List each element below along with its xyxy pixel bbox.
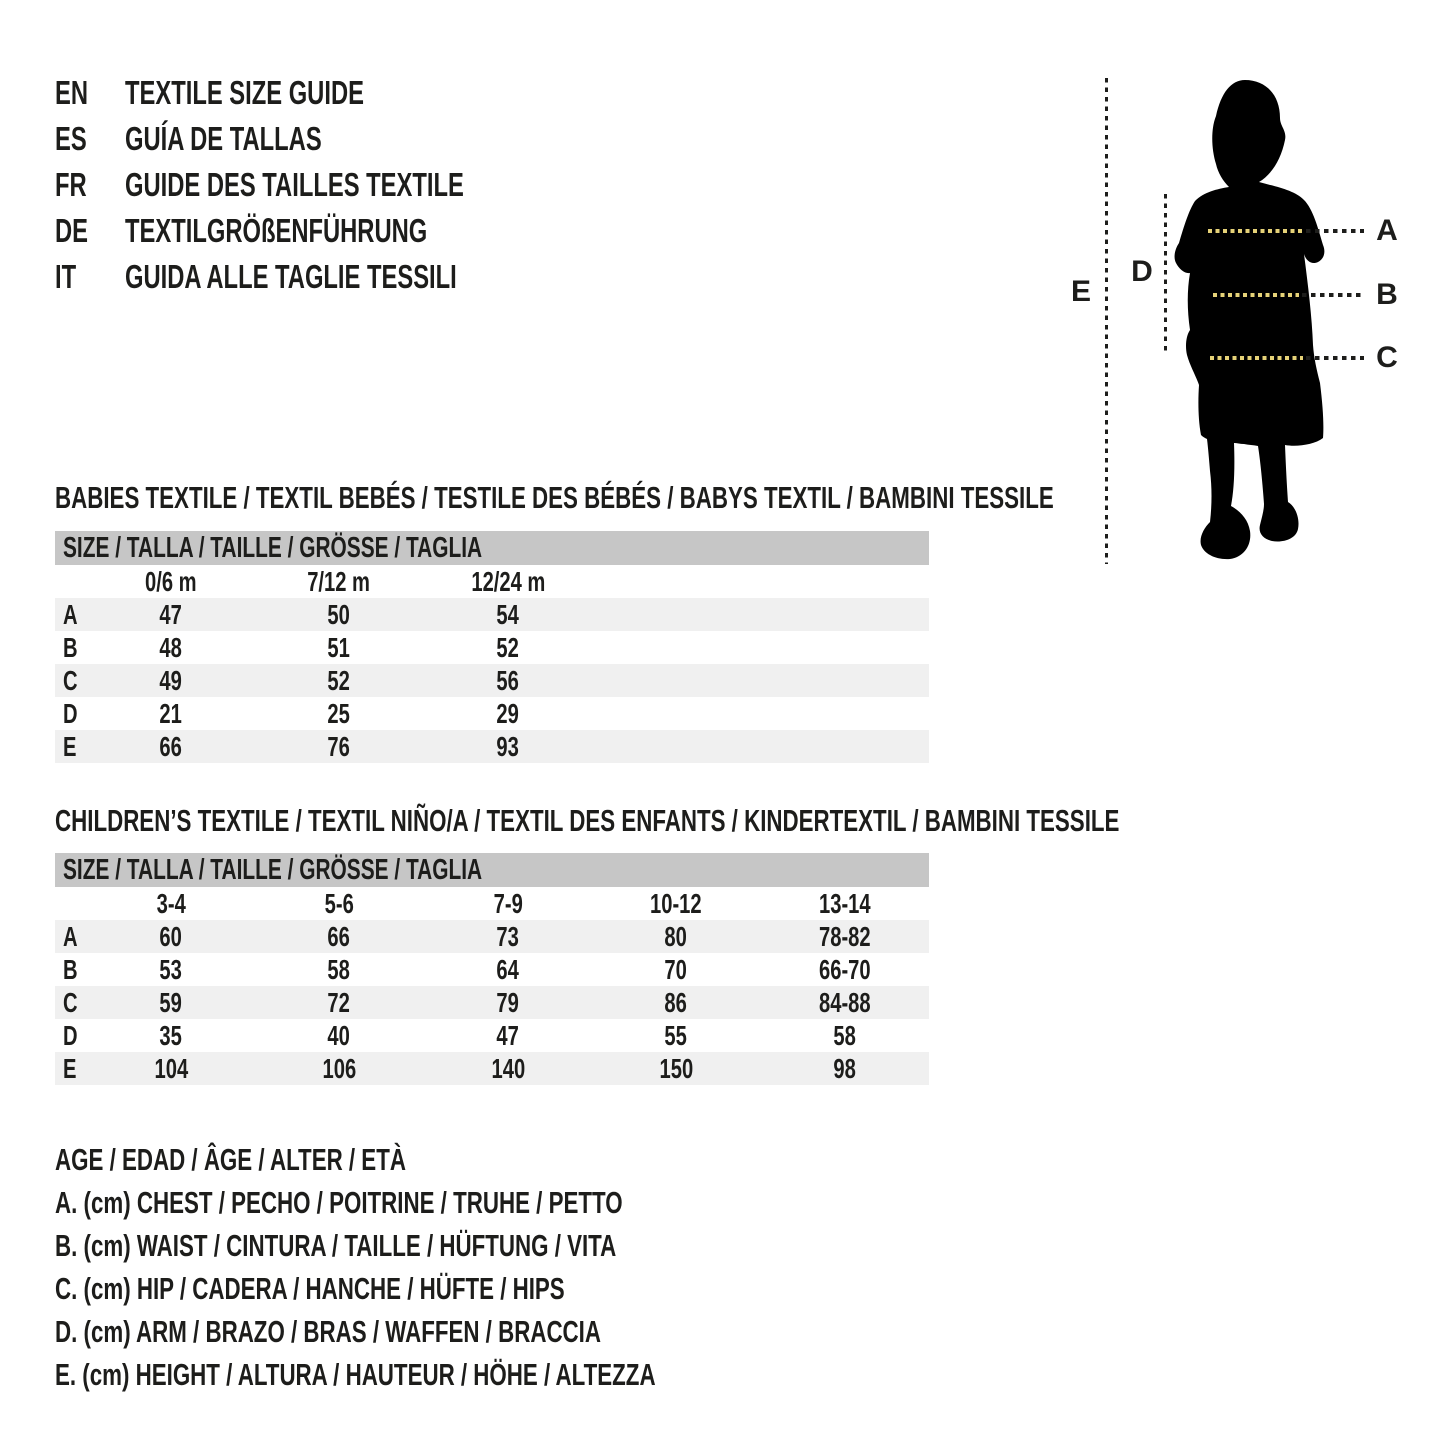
arm-measure-line (1164, 194, 1167, 353)
row-label: D (63, 697, 78, 729)
children-col-4: 13-14 (819, 887, 871, 919)
babies-column-header-row (55, 565, 929, 598)
legend-waist: B. (cm) WAIST / CINTURA / TAILLE / HÜFTUNG / VITA (55, 1227, 617, 1263)
lang-row-fr (55, 162, 596, 208)
children-size-table (55, 853, 929, 1085)
lang-code-en: EN (55, 74, 89, 111)
children-size-header-bar: SIZE / TALLA / TAILLE / GRÖSSE / TAGLIA (55, 853, 929, 887)
measure-label-d: D (1131, 255, 1153, 288)
measure-label-a: A (1376, 214, 1398, 247)
row-label: C (63, 664, 78, 696)
lang-title-de: TEXTILGRÖßENFÜHRUNG (125, 212, 428, 249)
lang-row-en (55, 70, 596, 116)
language-title-list (55, 70, 596, 300)
table-row: D 35 40 47 55 58 (63, 1019, 857, 1051)
row-label: B (63, 631, 78, 663)
lang-title-it: GUIDA ALLE TAGLIE TESSILI (125, 258, 457, 295)
children-col-1: 5-6 (324, 887, 354, 919)
hip-measure-dots-yellow (1210, 356, 1303, 360)
row-label: E (63, 730, 77, 762)
legend-hip: C. (cm) HIP / CADERA / HANCHE / HÜFTE / HIPS (55, 1270, 565, 1306)
table-row: D 21 25 29 (63, 697, 520, 729)
children-col-0: 3-4 (156, 887, 186, 919)
lang-code-de: DE (55, 212, 89, 249)
children-section-title: CHILDREN’S TEXTILE / TEXTIL NIÑO/A / TEXTIL DES ENFANTS / KINDERTEXTIL / BAMBINI TESSILE (55, 803, 1120, 838)
lang-row-it (55, 254, 596, 300)
lang-row-es (55, 116, 596, 162)
table-row: B 48 51 52 (63, 631, 520, 663)
lang-code-fr: FR (55, 166, 87, 203)
row-label: C (63, 986, 78, 1018)
table-row: C 49 52 56 (55, 664, 929, 697)
children-col-3: 10-12 (650, 887, 702, 919)
row-label: E (63, 1052, 77, 1084)
table-row: B 53 58 64 70 66-70 (63, 953, 871, 985)
hip-measure-dots-black (1306, 356, 1364, 360)
waist-measure-dots-black (1302, 293, 1364, 297)
legend-age: AGE / EDAD / ÂGE / ALTER / ETÀ (55, 1141, 406, 1177)
legend-chest: A. (cm) CHEST / PECHO / POITRINE / TRUHE / PETTO (55, 1184, 623, 1220)
lang-title-en: TEXTILE SIZE GUIDE (125, 74, 364, 111)
row-label: D (63, 1019, 78, 1051)
table-row: A 47 50 54 (55, 598, 929, 631)
babies-col-1: 7/12 m (307, 565, 371, 597)
measurement-legend (55, 1138, 889, 1396)
measure-label-c: C (1376, 341, 1398, 374)
chest-measure-dots-yellow (1208, 229, 1303, 233)
row-label: A (63, 598, 78, 630)
children-column-header-row (55, 887, 929, 920)
lang-code-es: ES (55, 120, 87, 157)
waist-measure-dots-yellow (1213, 293, 1299, 297)
babies-section-title: BABIES TEXTILE / TEXTIL BEBÉS / TESTILE DES BÉBÉS / BABYS TEXTIL / BAMBINI TESSILE (55, 480, 1054, 515)
measure-label-e: E (1070, 275, 1091, 308)
measure-label-b: B (1376, 278, 1398, 311)
lang-code-it: IT (55, 258, 77, 295)
chest-measure-dots-black (1306, 229, 1364, 233)
table-row: E 104 106 140 150 98 (55, 1052, 929, 1085)
row-label: B (63, 953, 78, 985)
legend-arm: D. (cm) ARM / BRAZO / BRAS / WAFFEN / BRACCIA (55, 1313, 602, 1349)
legend-height: E. (cm) HEIGHT / ALTURA / HAUTEUR / HÖHE / ALTEZZA (55, 1356, 656, 1392)
babies-col-0: 0/6 m (145, 565, 197, 597)
babies-col-2: 12/24 m (471, 565, 545, 597)
children-col-2: 7-9 (493, 887, 523, 919)
babies-size-table (55, 531, 929, 763)
lang-row-de (55, 208, 596, 254)
table-row: A 60 66 73 80 78-82 (55, 920, 929, 953)
table-row: C 59 72 79 86 84-88 (55, 986, 929, 1019)
row-label: A (63, 920, 78, 952)
lang-title-es: GUÍA DE TALLAS (125, 120, 322, 157)
babies-size-header-bar: SIZE / TALLA / TAILLE / GRÖSSE / TAGLIA (55, 531, 929, 565)
table-row: E 66 76 93 (55, 730, 929, 763)
lang-title-fr: GUIDE DES TAILLES TEXTILE (125, 166, 464, 203)
